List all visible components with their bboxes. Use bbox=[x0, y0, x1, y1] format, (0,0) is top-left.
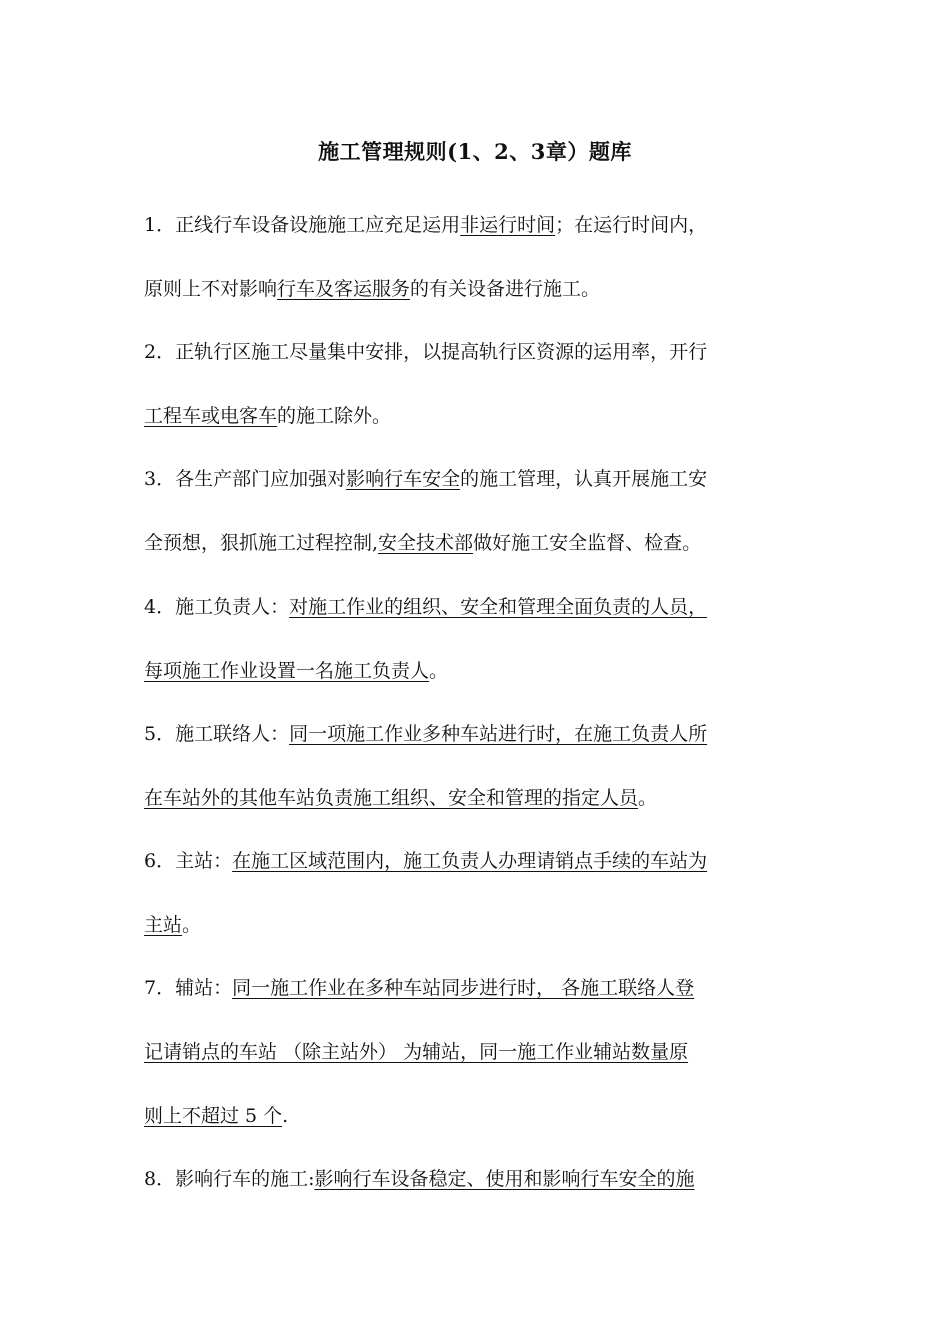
question-item bbox=[144, 193, 824, 321]
question-line bbox=[144, 575, 824, 639]
question-line bbox=[144, 320, 824, 384]
question-line bbox=[144, 447, 824, 511]
answer-text: 行车及客运服务 bbox=[277, 278, 411, 300]
question-item bbox=[144, 1147, 824, 1211]
question-text: ；在运行时间内， bbox=[555, 214, 708, 236]
question-text: 7．辅站： bbox=[144, 977, 233, 999]
question-text: 的施工管理，认真开展施工安 bbox=[460, 468, 708, 490]
question-text: 8．影响行车的施工: bbox=[144, 1168, 315, 1190]
question-item bbox=[144, 447, 824, 575]
answer-text: 同一施工作业在多种车站同步进行时， 各施工联络人登 bbox=[232, 977, 695, 999]
question-text: 2．正轨行区施工尽量集中安排，以提高轨行区资源的运用率，开行 bbox=[144, 341, 708, 363]
question-text: 4．施工负责人： bbox=[144, 596, 290, 618]
question-text: 。 bbox=[429, 660, 449, 682]
question-text: 5．施工联络人： bbox=[144, 723, 290, 745]
question-line bbox=[144, 639, 824, 703]
question-line bbox=[144, 766, 824, 830]
answer-text: 则上不超过 5 个 bbox=[144, 1105, 283, 1127]
question-line bbox=[144, 1020, 824, 1084]
question-item bbox=[144, 956, 824, 1148]
answer-text: 影响行车设备稳定、使用和影响行车安全的施 bbox=[314, 1168, 695, 1190]
question-line bbox=[144, 384, 824, 448]
question-line bbox=[144, 511, 824, 575]
question-line bbox=[144, 1084, 824, 1148]
question-text: 。 bbox=[182, 914, 202, 936]
question-text: 1．正线行车设备设施施工应充足运用 bbox=[144, 214, 461, 236]
question-item bbox=[144, 702, 824, 830]
question-item bbox=[144, 829, 824, 957]
answer-text: 每项施工作业设置一名施工负责人 bbox=[144, 660, 430, 682]
question-text: 的有关设备进行施工。 bbox=[410, 278, 601, 300]
answer-text: 同一项施工作业多种车站进行时，在施工负责人所 bbox=[289, 723, 708, 745]
question-line bbox=[144, 956, 824, 1020]
answer-text: 主站 bbox=[144, 914, 183, 936]
answer-text: 影响行车安全 bbox=[346, 468, 461, 490]
question-line bbox=[144, 257, 824, 321]
question-line bbox=[144, 893, 824, 957]
question-text: 3．各生产部门应加强对 bbox=[144, 468, 347, 490]
question-item bbox=[144, 320, 824, 448]
question-text: 的施工除外。 bbox=[277, 405, 392, 427]
question-text: 。 bbox=[638, 787, 658, 809]
answer-text: 对施工作业的组织、安全和管理全面负责的人员， bbox=[289, 596, 708, 618]
answer-text: 在施工区域范围内，施工负责人办理请销点手续的车站为 bbox=[232, 850, 708, 872]
question-text: 原则上不对影响 bbox=[144, 278, 278, 300]
answer-text: 非运行时间 bbox=[460, 214, 556, 236]
question-item bbox=[144, 575, 824, 703]
answer-text: 在车站外的其他车站负责施工组织、安全和管理的指定人员 bbox=[144, 787, 639, 809]
question-line bbox=[144, 193, 824, 257]
answer-text: 记请销点的车站 （除主站外） 为辅站，同一施工作业辅站数量原 bbox=[144, 1041, 689, 1063]
question-text: . bbox=[282, 1105, 289, 1127]
question-text: 做好施工安全监督、检查。 bbox=[473, 532, 702, 554]
answer-text: 安全技术部 bbox=[378, 532, 474, 554]
answer-text: 工程车或电客车 bbox=[144, 405, 278, 427]
question-line bbox=[144, 1147, 824, 1211]
question-text: 全预想，狠抓施工过程控制, bbox=[144, 532, 379, 554]
question-line bbox=[144, 702, 824, 766]
question-line bbox=[144, 829, 824, 893]
document-title: 施工管理规则(1、2、3章）题库 bbox=[318, 139, 632, 164]
question-text: 6．主站： bbox=[144, 850, 233, 872]
